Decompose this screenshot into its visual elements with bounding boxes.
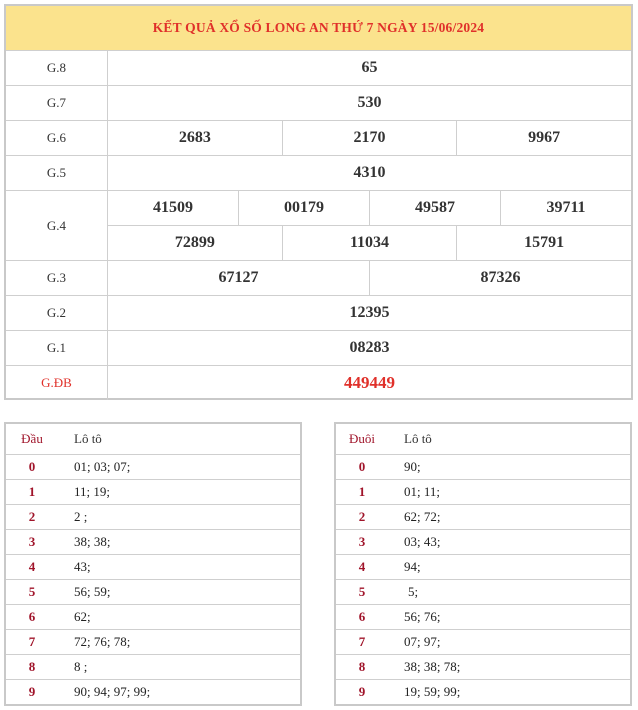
table-header xyxy=(6,424,300,454)
prize-number: 12395 xyxy=(349,304,390,321)
row-values: 11; 19; xyxy=(74,484,110,499)
prize-number: 530 xyxy=(357,94,382,111)
special-prize-number: 449449 xyxy=(344,373,395,392)
row-values: 56; 59; xyxy=(74,584,111,599)
prize-number: 9967 xyxy=(456,121,631,155)
header-loto: Lô tô xyxy=(404,431,432,446)
row-key: 0 xyxy=(358,459,366,474)
results-table xyxy=(4,4,633,400)
prize-number: 2683 xyxy=(178,129,211,146)
prize-number: 67127 xyxy=(218,269,259,286)
table-row xyxy=(336,579,630,604)
row-values: 38; 38; xyxy=(74,534,111,549)
row-values: 62; xyxy=(74,609,91,624)
table-row xyxy=(336,654,630,679)
row-key: 5 xyxy=(358,584,366,599)
prize-label: G.2 xyxy=(6,296,108,330)
table-row xyxy=(336,679,630,704)
row-key: 0 xyxy=(28,459,36,474)
row-values: 07; 97; xyxy=(404,634,441,649)
table-row xyxy=(336,529,630,554)
prize-row-g6 xyxy=(6,120,631,155)
prize-row-g7 xyxy=(6,85,631,120)
row-values: 01; 11; xyxy=(404,484,440,499)
row-key: 9 xyxy=(28,684,36,699)
row-key: 4 xyxy=(358,559,366,574)
prize-row-g5 xyxy=(6,155,631,190)
table-row xyxy=(336,629,630,654)
row-key: 7 xyxy=(28,634,36,649)
prize-number: 41509 xyxy=(153,199,193,216)
row-values: 56; 76; xyxy=(404,609,441,624)
results-title: KẾT QUẢ XỔ SỐ LONG AN THỨ 7 NGÀY 15/06/2024 xyxy=(6,6,631,50)
prize-label: G.3 xyxy=(6,261,108,295)
table-row xyxy=(336,479,630,504)
prize-number: 72899 xyxy=(174,234,215,251)
table-row xyxy=(6,579,300,604)
row-key: 4 xyxy=(28,559,36,574)
prize-number: 4310 xyxy=(353,164,386,181)
header-loto: Lô tô xyxy=(74,431,102,446)
table-row xyxy=(6,654,300,679)
table-row xyxy=(6,604,300,629)
header-dau: Đầu xyxy=(21,431,43,446)
table-row xyxy=(6,454,300,479)
row-values: 8 ; xyxy=(74,659,88,674)
row-values: 90; 94; 97; 99; xyxy=(74,684,151,699)
table-row xyxy=(6,554,300,579)
row-values: 5; xyxy=(408,584,419,599)
table-row xyxy=(336,454,630,479)
prize-number: 49587 xyxy=(369,191,500,225)
row-key: 2 xyxy=(28,509,36,524)
row-values: 62; 72; xyxy=(404,509,441,524)
row-key: 1 xyxy=(358,484,366,499)
prize-label: G.7 xyxy=(6,86,108,120)
table-row xyxy=(336,604,630,629)
row-values: 72; 76; 78; xyxy=(74,634,131,649)
prize-number: 87326 xyxy=(369,261,631,295)
row-key: 8 xyxy=(358,659,366,674)
prize-label: G.6 xyxy=(6,121,108,155)
row-key: 8 xyxy=(28,659,36,674)
prize-label-special: G.ĐB xyxy=(6,366,108,400)
prize-row-g4 xyxy=(6,190,631,260)
prize-number: 2170 xyxy=(282,121,457,155)
row-key: 5 xyxy=(28,584,36,599)
table-row xyxy=(336,504,630,529)
table-header xyxy=(336,424,630,454)
row-key: 6 xyxy=(28,609,36,624)
prize-label: G.1 xyxy=(6,331,108,365)
row-values: 43; xyxy=(74,559,91,574)
prize-number: 00179 xyxy=(238,191,369,225)
prize-number: 08283 xyxy=(349,339,390,356)
prize-number: 39711 xyxy=(500,191,631,225)
table-row xyxy=(6,629,300,654)
prize-row-g2 xyxy=(6,295,631,330)
row-values: 90; xyxy=(404,459,421,474)
header-duoi: Đuôi xyxy=(349,431,375,446)
row-key: 2 xyxy=(358,509,366,524)
table-row xyxy=(6,679,300,704)
prize-row-special xyxy=(6,365,631,400)
table-row xyxy=(336,554,630,579)
prize-number: 11034 xyxy=(282,226,457,260)
prize-row-g1 xyxy=(6,330,631,365)
row-values: 03; 43; xyxy=(404,534,441,549)
row-values: 01; 03; 07; xyxy=(74,459,131,474)
prize-label: G.8 xyxy=(6,51,108,85)
prize-row-g3 xyxy=(6,260,631,295)
loto-tail-table xyxy=(334,422,632,706)
row-values: 2 ; xyxy=(74,509,88,524)
prize-number: 15791 xyxy=(456,226,631,260)
row-values: 19; 59; 99; xyxy=(404,684,461,699)
row-key: 1 xyxy=(28,484,36,499)
prize-label: G.5 xyxy=(6,156,108,190)
prize-number: 65 xyxy=(361,59,378,76)
table-row xyxy=(6,529,300,554)
row-key: 3 xyxy=(28,534,36,549)
row-values: 94; xyxy=(404,559,421,574)
table-row xyxy=(6,504,300,529)
prize-row-g8 xyxy=(6,50,631,85)
row-values: 38; 38; 78; xyxy=(404,659,461,674)
row-key: 9 xyxy=(358,684,366,699)
loto-head-table xyxy=(4,422,302,706)
row-key: 6 xyxy=(358,609,366,624)
row-key: 3 xyxy=(358,534,366,549)
prize-label: G.4 xyxy=(6,191,108,260)
table-row xyxy=(6,479,300,504)
row-key: 7 xyxy=(358,634,366,649)
